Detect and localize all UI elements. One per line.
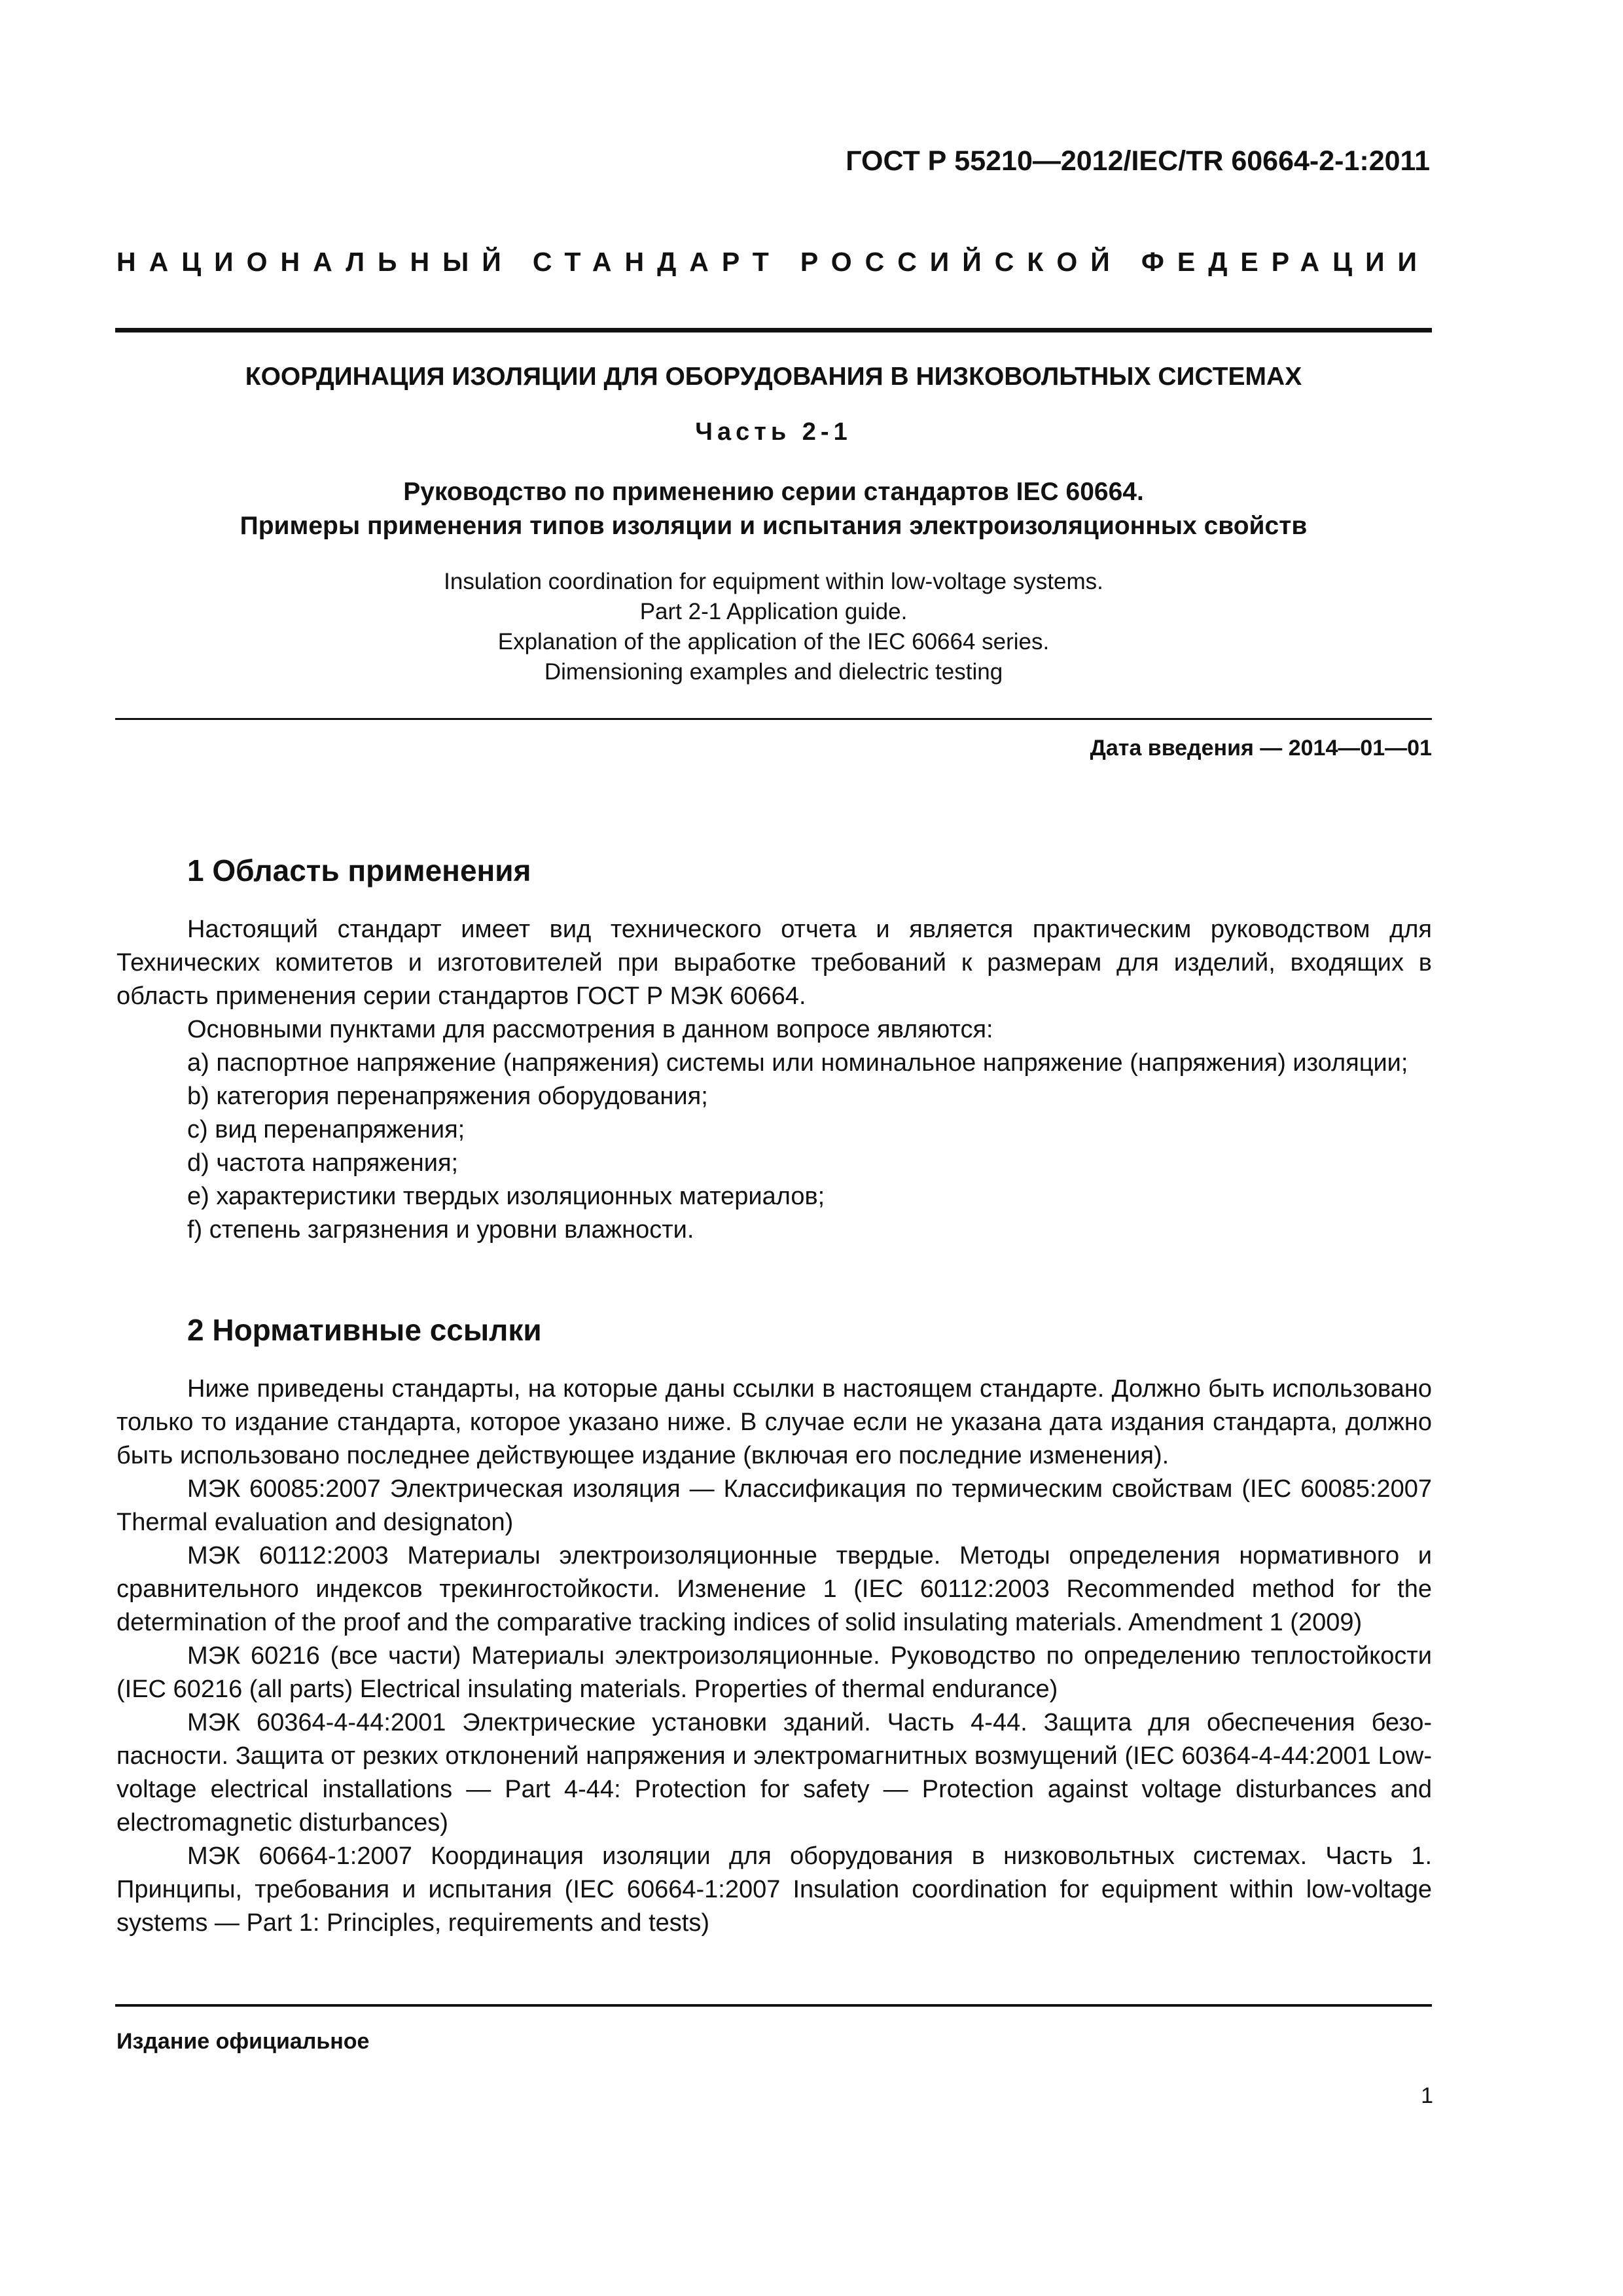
english-title-line: Part 2-1 Application guide. (639, 599, 908, 624)
english-title (115, 567, 1432, 687)
english-title-line: Dimensioning examples and dielectric testing (544, 659, 1003, 685)
reference-item: МЭК 60216 (все части) Материалы электроизоляционные. Руководство по определению теплостойкости (IEC 60216 (all parts) Electrical insulating materials. Properties of thermal endurance) (116, 1642, 1432, 1703)
english-title-line: Explanation of the application of the IEC 60664 series. (497, 629, 1050, 655)
paragraph: Настоящий стандарт имеет вид технического отчета и является практическим руководством для Технических комитетов и изготовителей при выработке требований к размерам для изделий, входящих в область применения серии стандартов ГОСТ Р МЭК 60664. (116, 916, 1432, 1010)
section-body-scope (116, 913, 1432, 1247)
reference-item: МЭК 60364-4-44:2001 Электрические установки зданий. Часть 4-44. Защита для обеспечения безопасности. Защита от резких отклонений напряжения и электромагнитных возмущений (IEC 60364-4-44:2001 Low-voltage electrical installations — Part 4-44: Protection for safety — Protection against voltage disturbances and electromagnetic disturbances) (116, 1709, 1432, 1837)
document-title: КООРДИНАЦИЯ ИЗОЛЯЦИИ ДЛЯ ОБОРУДОВАНИЯ В НИЗКОВОЛЬТНЫХ СИСТЕМАХ (245, 363, 1302, 391)
list-item: a) паспортное напряжение (напряжения) системы или номинальное напряжение (напряжения) изоляции; (187, 1049, 1408, 1077)
paragraph: Ниже приведены стандарты, на которые даны ссылки в настоящем стандарте. Должно быть использовано только то издание стандарта, которое указано ниже. В случае если не указана дата издания стандарта, должно быть использовано последнее действующее издание (включая его последние изменения). (116, 1375, 1432, 1469)
list-item: f) степень загрязнения и уровни влажности. (187, 1216, 694, 1244)
footer-divider (115, 2004, 1432, 2007)
reference-item: МЭК 60085:2007 Электрическая изоляция — Классификация по термическим свойствам (IEC 60085:2007 Thermal evaluation and designaton) (116, 1475, 1432, 1536)
title-divider (115, 718, 1432, 720)
reference-item: МЭК 60664-1:2007 Координация изоляции для оборудования в низковольтных системах. Часть 1. Принципы, требования и испытания (IEC 60664-1:2007 Insulation coordination for equipment within low-voltage systems — Part 1: Principles, requirements and tests) (116, 1842, 1432, 1937)
list-item: b) категория перенапряжения оборудования; (187, 1083, 708, 1110)
part-label: Часть 2-1 (695, 418, 852, 446)
introduction-date: Дата введения — 2014—01—01 (1090, 736, 1432, 761)
list-item: c) вид перенапряжения; (187, 1116, 465, 1143)
banner-word: ФЕДЕРАЦИИ (1141, 247, 1431, 277)
reference-item: МЭК 60112:2003 Материалы электроизоляционные твердые. Методы определения нормативного и сравнительного индексов трекингостойкости. Изменение 1 (IEC 60112:2003 Recommended method for the determination of the proof and the comparative tracking indices of solid insulating materials. Amendment 1 (2009) (116, 1542, 1432, 1636)
banner-word: СТАНДАРТ (532, 247, 782, 277)
section-heading-references: 2 Нормативные ссылки (187, 1313, 542, 1347)
section-heading-scope: 1 Область применения (187, 853, 531, 888)
header-divider (115, 328, 1432, 332)
banner-word: РОССИЙСКОЙ (800, 247, 1123, 277)
page-number: 1 (1421, 2083, 1433, 2108)
list-item: d) частота напряжения; (187, 1149, 459, 1177)
paragraph: Основными пунктами для рассмотрения в данном вопросе являются: (187, 1016, 993, 1043)
banner-word: НАЦИОНАЛЬНЫЙ (116, 247, 514, 277)
list-item: e) характеристики твердых изоляционных материалов; (187, 1183, 825, 1210)
subtitle-line: Руководство по применению серии стандартов IEC 60664. (403, 478, 1144, 506)
section-body-references (116, 1372, 1432, 1940)
document-code: ГОСТ Р 55210—2012/IEC/TR 60664-2-1:2011 (846, 145, 1430, 177)
official-edition-label: Издание официальное (116, 2029, 370, 2054)
subtitle-line: Примеры применения типов изоляции и испытания электроизоляционных свойств (240, 512, 1308, 540)
english-title-line: Insulation coordination for equipment within low-voltage systems. (444, 569, 1103, 594)
national-standard-banner (116, 247, 1430, 278)
document-subtitle (115, 475, 1432, 543)
